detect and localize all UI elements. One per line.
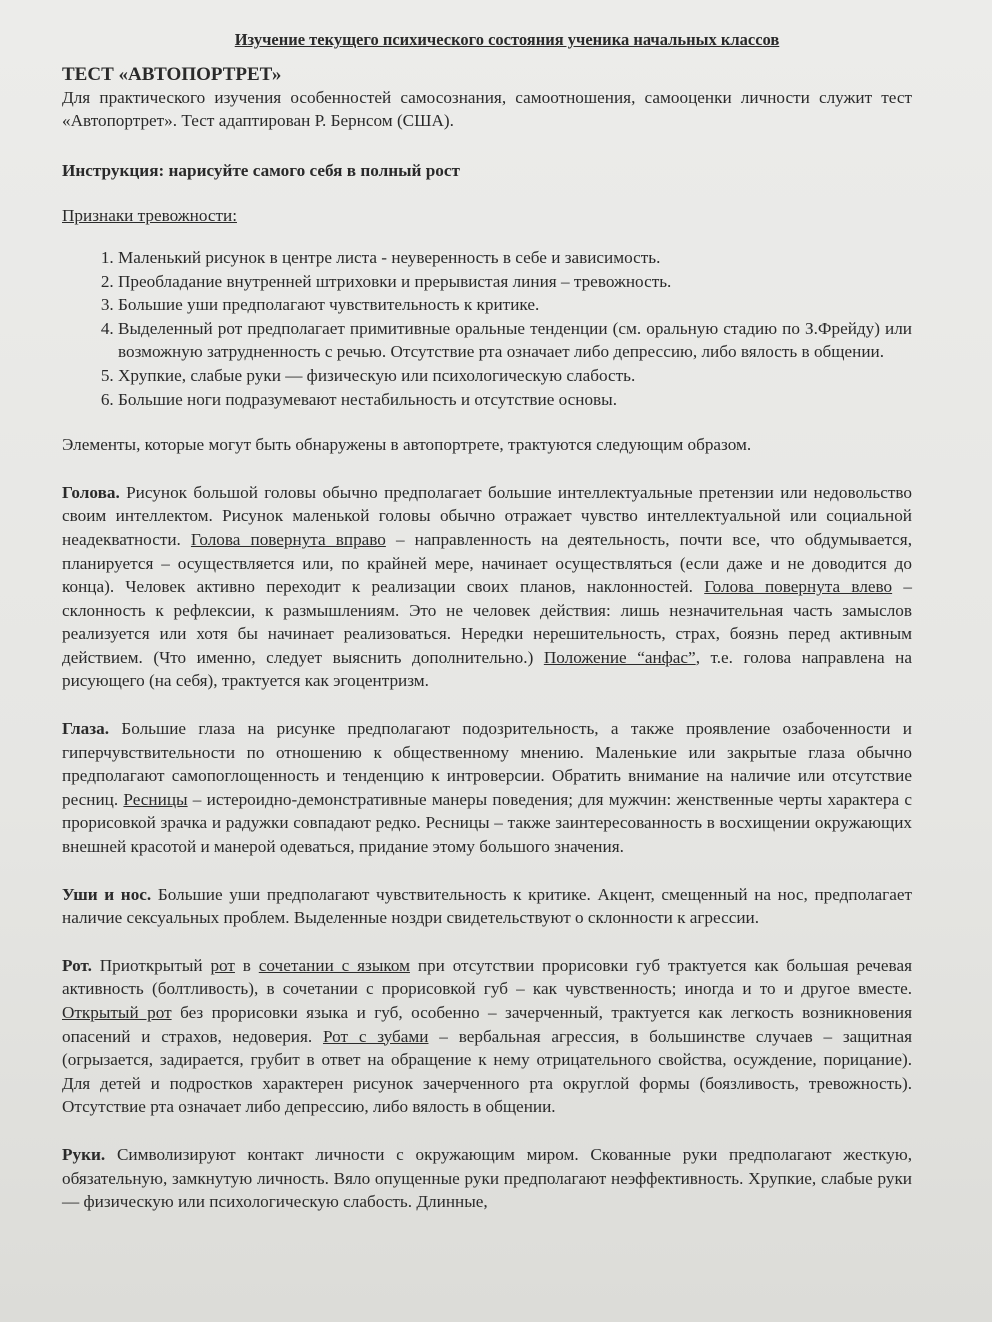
underlined-term: Открытый рот (62, 1003, 172, 1022)
section-lead: Голова. (62, 482, 120, 502)
anxiety-sign-item: 5. Хрупкие, слабые руки — физическую или психологическую слабость. (118, 364, 912, 388)
section-text: – направленность на деятельность, почти все, что обдумывается, планируется – осуществляется или, по крайней мере, начинает осуществляться (если даже и не доводится до конца). Человек активно переходит к реализации своих планов, наклонностей. (62, 529, 913, 597)
elements-intro: Элементы, которые могут быть обнаружены в автопортрете, трактуются следующим образом. (62, 435, 752, 455)
section-lead: Рот. (62, 955, 92, 975)
section-text: Рисунок большой головы обычно предполагает большие интеллектуальные претензии или недовольство своим интеллектом. Рисунок маленькой головы обычно отражает чувство интеллектуальной или социальной неадекватности. (62, 482, 912, 549)
section-text: , т.е. голова направлена на рисующего (на себя), трактуется как эгоцентризм. (62, 647, 912, 691)
anxiety-sign-item: 3. Большие уши предполагают чувствительность к критике. (118, 293, 912, 317)
section-text: – истероидно-демонстративные манеры поведения; для мужчин: женственные черты характера с прорисовкой зрачка и радужки совпадают редко. Ресницы – также заинтересованность в восхищении окружающих внешней красотой и манерой одеваться, придание этому большого значения. (62, 789, 913, 857)
section-paragraph (62, 1143, 912, 1214)
underlined-term: Положение “анфас” (543, 647, 696, 667)
section-text: Символизируют контакт личности с окружающим миром. Скованные руки предполагают жесткую, обязательную, замкнутую личность. Вяло опущенные руки предполагают неэффективность. Хрупкие, слабые руки — физическую или психологическую слабость. Длинные, (62, 1144, 912, 1212)
interpretation-sections (62, 481, 912, 1214)
section-lead: Глаза. (62, 719, 110, 739)
section-text: при отсутствии прорисовки губ трактуется как большая речевая активность (болтливость), в сочетании с прорисовкой губ – как чувственность; иногда и то и другое вместе. (62, 955, 912, 999)
anxiety-sign-item: 4. Выделенный рот предполагает примитивные оральные тенденции (см. оральную стадию по З.Фрейду) или возможную затрудненность с речью. Отсутствие рта означает либо депрессию, либо вялость в общении. (118, 317, 912, 364)
underlined-term: Рот с зубами (323, 1026, 429, 1046)
underlined-term: сочетании с языком (258, 955, 410, 975)
section-paragraph (62, 883, 912, 930)
section-text: Большие уши предполагают чувствительность к критике. Акцент, смещенный на нос, предполагает наличие сексуальных проблем. Выделенные ноздри свидетельствуют о склонности к агрессии. (62, 884, 912, 928)
underlined-term: рот (210, 955, 235, 975)
section-paragraph (62, 481, 912, 693)
section-lead: Уши и нос. (62, 884, 152, 904)
anxiety-signs-list (62, 246, 912, 411)
section-text: в (234, 955, 259, 975)
section-lead: Руки. (62, 1144, 106, 1164)
section-paragraph (62, 954, 912, 1119)
anxiety-sign-item: 1. Маленький рисунок в центре листа - неуверенность в себе и зависимость. (118, 246, 912, 270)
section-text: без прорисовки языка и губ, особенно – зачерченный, трактуется как легкость возникновения опасений и страхов, недоверия. (62, 1003, 912, 1046)
section-text: Большие глаза на рисунке предполагают подозрительность, а также проявление озабоченности и гиперчувствительности по отношению к общественному мнению. Маленькие или закрытые глаза обычно предполагают самопоглощенность и тенденцию к интроверсии. Обратить внимание на наличие или отсутствие ресниц. (62, 719, 912, 809)
section-paragraph (62, 717, 912, 859)
document-page (62, 28, 912, 1214)
section-text: Приоткрытый (91, 955, 211, 975)
underlined-term: Ресницы (123, 789, 188, 809)
anxiety-sign-item: 2. Преобладание внутренней штриховки и прерывистая линия – тревожность. (118, 270, 912, 294)
intro-paragraph: Для практического изучения особенностей самосознания, самоотношения, самооценки личности служит тест «Автопортрет». Тест адаптирован Р. Бернсом (США). (62, 87, 912, 131)
section-text: – вербальная агрессия, в большинстве случаев – защитная (огрызается, задирается, грубит в ответ на обращение к нему отрицательного свойства, осуждение, порицание). Для детей и подростков характерен рисунок зачерченного рта округлой формы (боязливость, тревожность). Отсутствие рта означает либо депрессию, либо вялость в общении. (62, 1026, 912, 1117)
section-text: – склонность к рефлексии, к размышлениям. Это не человек действия: лишь незначительная часть замыслов реализуется или хотя бы начинает реализоваться. Нередки нерешительность, страх, боязнь перед активным действием. (Что именно, следует выяснить дополнительно.) (62, 577, 912, 667)
underlined-term: Голова повернута влево (704, 577, 893, 597)
instruction: Инструкция: нарисуйте самого себя в полный рост (62, 160, 460, 180)
underlined-term: Голова повернута вправо (190, 529, 386, 549)
signs-heading: Признаки тревожности: (62, 206, 237, 226)
document-title: Изучение текущего психического состояния ученика начальных классов (234, 30, 780, 49)
anxiety-sign-item: 6. Большие ноги подразумевают нестабильность и отсутствие основы. (118, 388, 912, 412)
test-title: ТЕСТ «АВТОПОРТРЕТ» (62, 63, 282, 85)
